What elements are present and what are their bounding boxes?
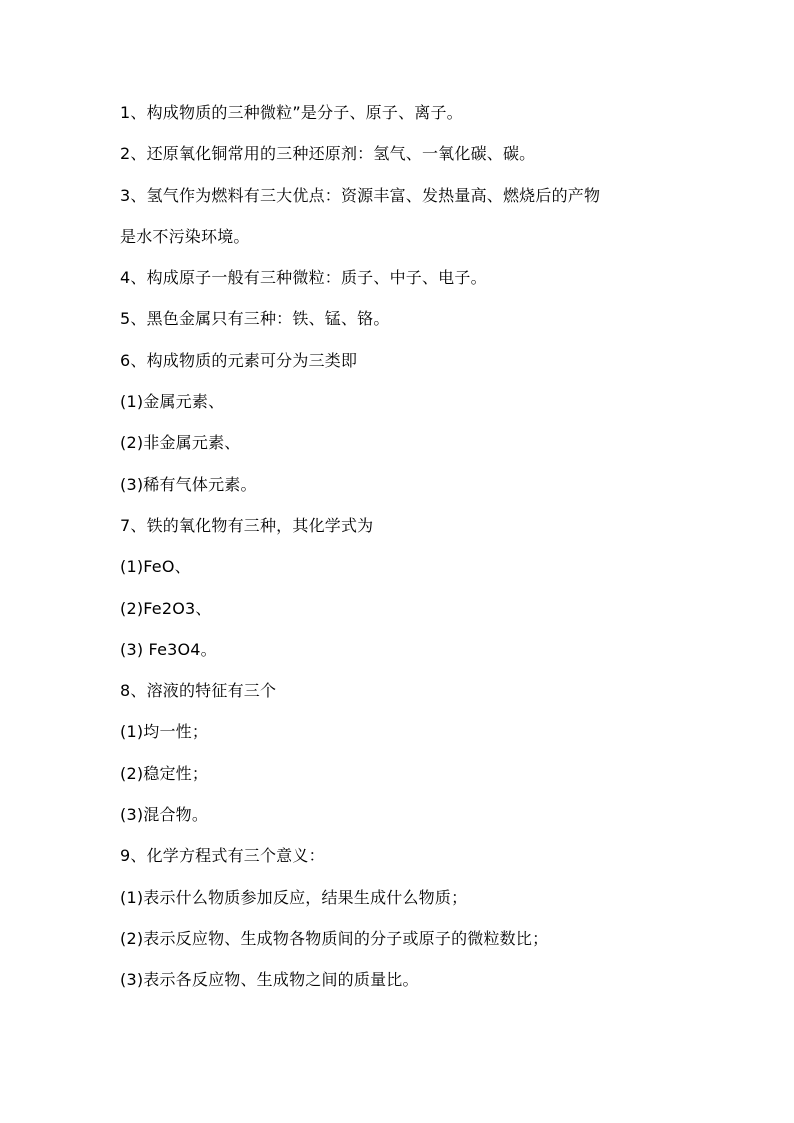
text-line: (2)稳定性；: [120, 763, 209, 783]
text-line: (3)混合物。: [120, 805, 209, 825]
text-line: 1、构成物质的三种微粒”是分子、原子、离子。: [120, 103, 463, 122]
text-line: 7、铁的氧化物有三种，其化学式为: [120, 515, 374, 535]
text-line: (1)金属元素、: [120, 392, 225, 412]
text-line: 5、黑色金属只有三种：铁、锰、铬。: [120, 309, 390, 329]
text-line: 8、溶液的特征有三个: [120, 681, 277, 701]
text-line: (3) Fe3O4。: [120, 639, 217, 659]
text-line: (1)表示什么物质参加反应，结果生成什么物质；: [120, 887, 468, 907]
document-body: [120, 103, 700, 1012]
text-line: 3、氢气作为燃料有三大优点：资源丰富、发热量高、燃烧后的产物: [120, 185, 601, 205]
text-line: 9、化学方程式有三个意义：: [120, 846, 325, 866]
text-line: 6、构成物质的元素可分为三类即: [120, 350, 358, 370]
text-line: (3)稀有气体元素。: [120, 474, 257, 494]
text-line: (3)表示各反应物、生成物之间的质量比。: [120, 970, 419, 990]
text-line: 是水不污染环境。: [120, 226, 250, 246]
text-line: (2)非金属元素、: [120, 433, 241, 453]
text-line: (1)FeO、: [120, 557, 191, 577]
text-line: 4、构成原子一般有三种微粒：质子、中子、电子。: [120, 268, 487, 288]
text-line: (2)表示反应物、生成物各物质间的分子或原子的微粒数比；: [120, 928, 549, 948]
text-line: (2)Fe2O3、: [120, 598, 212, 618]
text-line: (1)均一性；: [120, 722, 209, 742]
text-line: 2、还原氧化铜常用的三种还原剂：氢气、一氧化碳、碳。: [120, 144, 536, 164]
